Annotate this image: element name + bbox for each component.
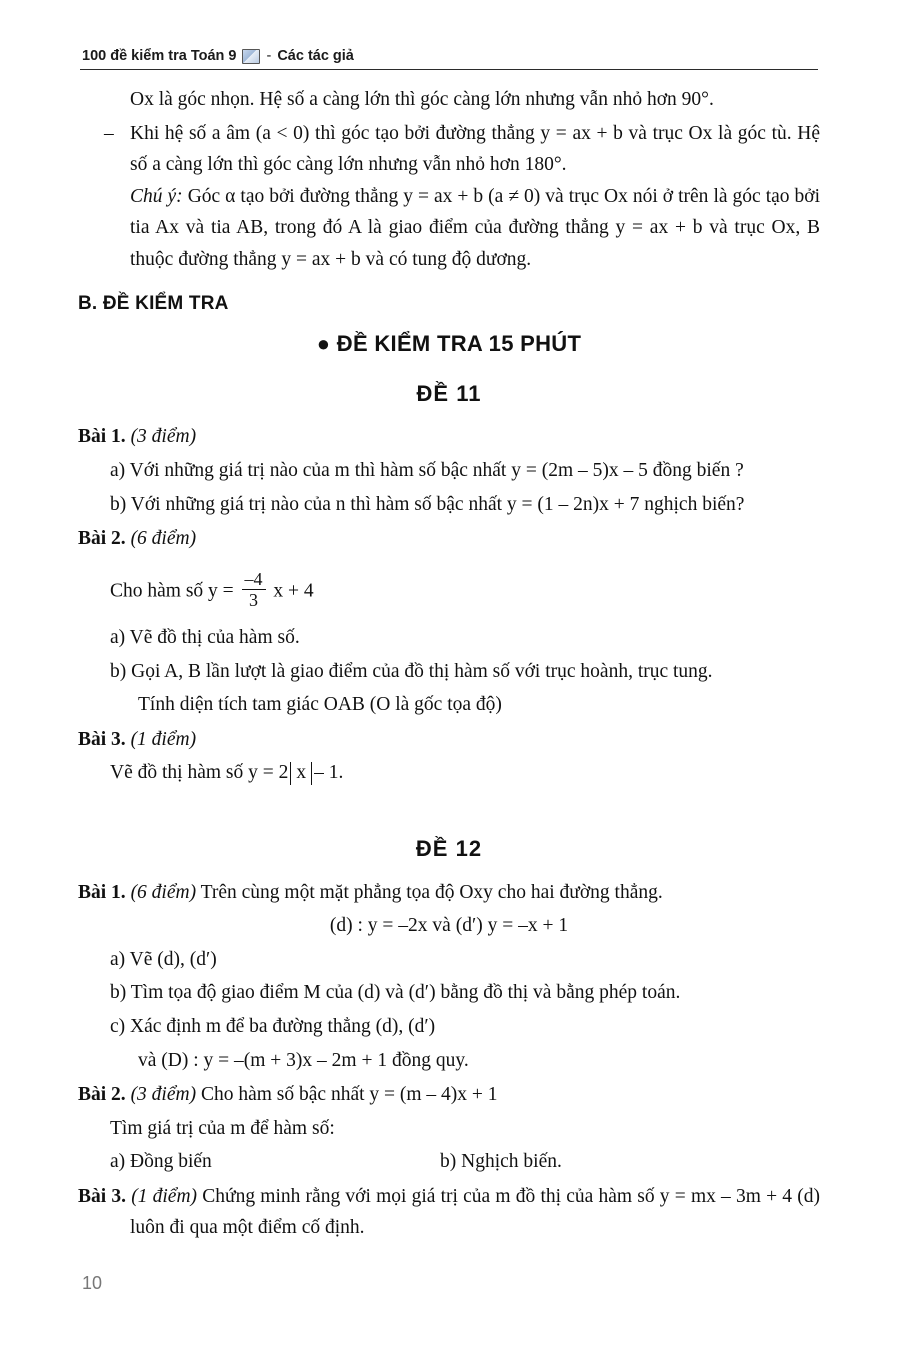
de12-bai1-equation: (d) : y = –2x và (d′) y = –x + 1 <box>329 915 569 937</box>
de11-bai1-points: (3 điểm) <box>130 426 197 448</box>
page-number: 10 <box>82 1273 103 1293</box>
de12-bai1-c-continued: và (D) : y = –(m + 3)x – 2m + 1 đồng quy. <box>138 1049 469 1071</box>
header-separator: - <box>266 48 272 64</box>
bullet-item-negative-slope <box>78 118 820 181</box>
de11-bai2-function <box>78 569 820 610</box>
de12-bai3-points: (1 điểm) <box>131 1185 198 1207</box>
de12-bai1-a: a) Vẽ (d), (d′) <box>110 948 217 970</box>
de11-bai2-a: a) Vẽ đồ thị của hàm số. <box>110 627 300 649</box>
de12-bai2-a: a) Đồng biến <box>110 1151 212 1173</box>
fraction-denominator: 3 <box>242 589 266 610</box>
de12-bai1-heading <box>78 877 820 909</box>
de12-bai2-options <box>78 1146 820 1178</box>
de11-bai1-label: Bài 1. <box>78 426 126 448</box>
header-book-title: 100 đề kiểm tra Toán 9 <box>82 48 237 64</box>
de12-bai2-label: Bài 2. <box>78 1084 126 1106</box>
paragraph-top: Ox là góc nhọn. Hệ số a càng lớn thì góc càng lớn nhưng vẫn nhỏ hơn 90°. <box>130 89 714 110</box>
de12-bai1-points: (6 điểm) <box>130 881 197 903</box>
de12-bai2-sub: Tìm giá trị của m để hàm số: <box>110 1117 335 1139</box>
book-cover-icon <box>242 49 260 64</box>
test-type-heading: ● ĐỀ KIỂM TRA 15 PHÚT <box>316 331 582 357</box>
de12-bai3-heading <box>78 1181 820 1244</box>
bullet-item-text: Khi hệ số a âm (a < 0) thì góc tạo bởi đường thẳng y = ax + b và trục Ox là góc tù. Hệ số a càng lớn thì góc càng lớn nhưng vẫn nhỏ hơn 180°. <box>130 122 820 176</box>
fraction-minus-four-thirds <box>242 569 266 610</box>
fraction-numerator: –4 <box>244 568 263 589</box>
note-text: Góc α tạo bởi đường thẳng y = ax + b (a ≠ 0) và trục Ox nói ở trên là góc tạo bởi tia Ax và tia AB, trong đó A là giao điểm của đường thẳng y = ax + b và trục Ox, B thuộc đường thẳng y = ax + b và có tung độ dương. <box>130 185 821 270</box>
de11-bai2-points: (6 điểm) <box>130 528 197 550</box>
de11-bai2-eq-suffix: x + 4 <box>273 580 314 602</box>
page-content <box>78 84 820 1244</box>
de11-bai2-heading <box>78 523 820 555</box>
de12-bai2-b: b) Nghịch biến. <box>440 1151 562 1173</box>
de11-bai3-text <box>78 757 820 789</box>
de11-bai2-b: b) Gọi A, B lần lượt là giao điểm của đồ thị hàm số với trục hoành, trục tung. <box>110 660 713 682</box>
de11-bai1-heading <box>78 421 820 453</box>
de12-bai2-text: Cho hàm số bậc nhất y = (m – 4)x + 1 <box>200 1084 498 1106</box>
note-paragraph <box>78 181 820 276</box>
de11-bai3-text-pre: Vẽ đồ thị hàm số y = 2 <box>110 762 289 784</box>
de12-bai2-points: (3 điểm) <box>130 1084 197 1106</box>
de11-bai2-eq-prefix: Cho hàm số y = <box>110 580 234 602</box>
de-11-title: ĐỀ 11 <box>416 380 482 406</box>
de11-bai1-a: a) Với những giá trị nào của m thì hàm số bậc nhất y = (2m – 5)x – 5 đồng biến ? <box>110 460 744 482</box>
de12-bai2-heading <box>78 1079 820 1111</box>
note-label: Chú ý: <box>130 185 183 207</box>
absolute-value-bars: x <box>290 762 312 784</box>
de11-bai3-label: Bài 3. <box>78 728 126 750</box>
de12-bai1-c: c) Xác định m để ba đường thẳng (d), (d′) <box>110 1015 436 1037</box>
section-heading-b: B. ĐỀ KIỂM TRA <box>78 293 229 315</box>
de12-bai3-text: Chứng minh rằng với mọi giá trị của m đồ thị của hàm số y = mx – 3m + 4 (d) luôn đi qua một điểm cố định. <box>130 1185 820 1239</box>
de11-bai2-label: Bài 2. <box>78 528 126 550</box>
de11-bai3-heading <box>78 724 820 756</box>
de11-bai2-b-continued: Tính diện tích tam giác OAB (O là gốc tọa độ) <box>138 694 502 716</box>
header-divider <box>80 69 818 70</box>
de12-bai1-text: Trên cùng một mặt phẳng tọa độ Oxy cho hai đường thẳng. <box>200 881 663 903</box>
de12-bai1-label: Bài 1. <box>78 881 126 903</box>
de11-bai3-text-post: – 1. <box>314 762 344 784</box>
de11-bai3-points: (1 điểm) <box>130 728 197 750</box>
dash-marker: – <box>104 122 114 144</box>
de12-bai1-b: b) Tìm tọa độ giao điểm M của (d) và (d′) bằng đồ thị và bằng phép toán. <box>110 982 681 1004</box>
de-12-title: ĐỀ 12 <box>415 836 483 861</box>
de12-bai3-label: Bài 3. <box>78 1185 126 1207</box>
de11-bai1-b: b) Với những giá trị nào của n thì hàm số bậc nhất y = (1 – 2n)x + 7 nghịch biến? <box>110 493 745 515</box>
header-authors: Các tác giả <box>277 48 354 64</box>
page-header <box>78 48 820 69</box>
